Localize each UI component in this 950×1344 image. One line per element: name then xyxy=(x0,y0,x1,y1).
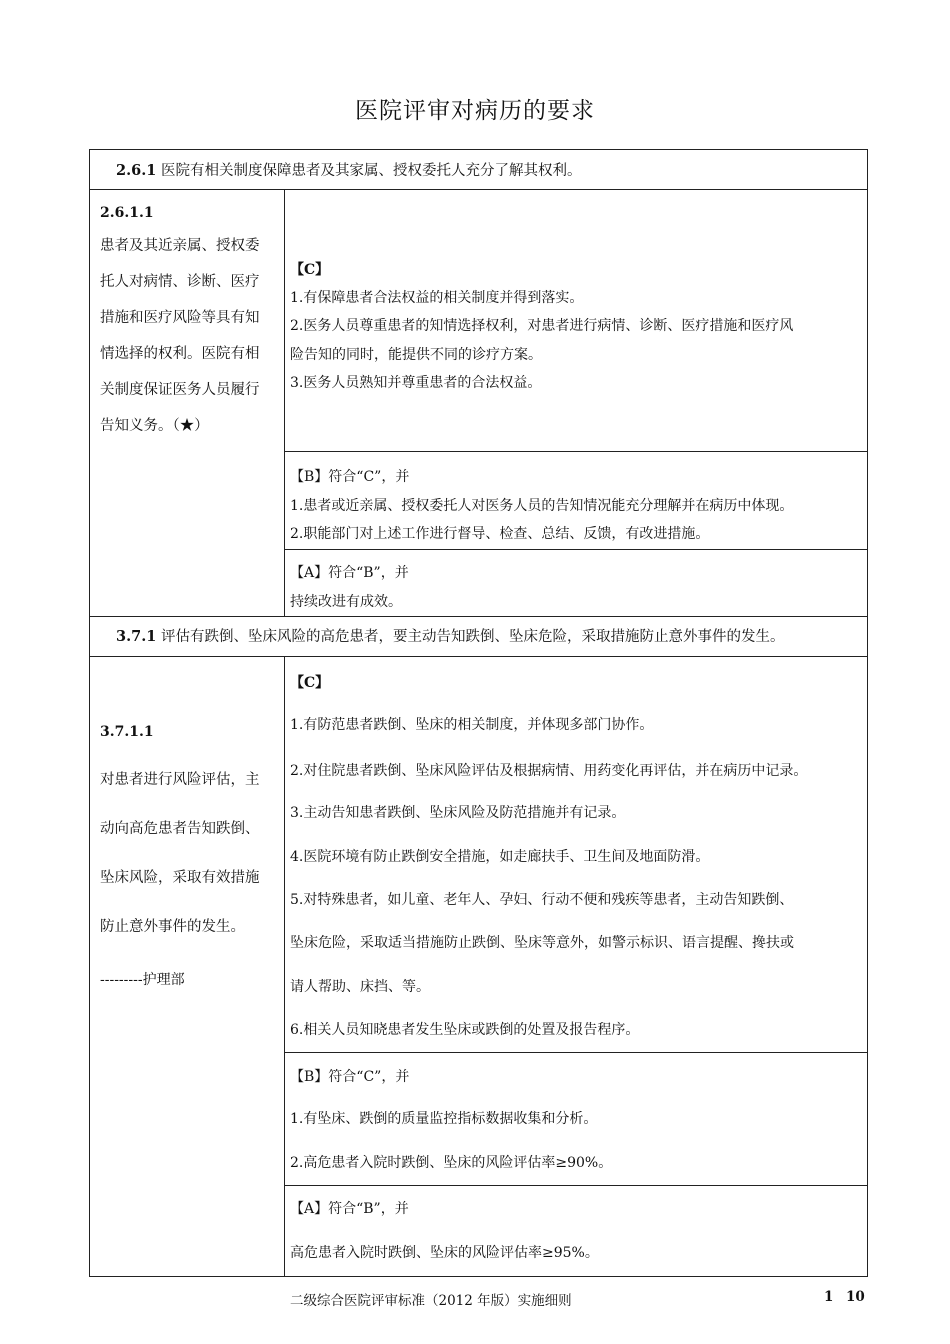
grade-b-label: 【B】符合“C”，并 xyxy=(290,469,410,485)
divider xyxy=(284,189,285,616)
item-line: 防止意外事件的发生。 xyxy=(100,919,245,935)
item-description xyxy=(100,228,260,444)
section-id: 3.7.1 xyxy=(116,628,157,645)
page-number: 1 xyxy=(824,1289,834,1305)
divider xyxy=(284,451,868,452)
divider xyxy=(89,189,868,190)
grade-a-line: 高危患者入院时跌倒、坠床的风险评估率≥95%。 xyxy=(290,1245,599,1261)
item-line: 措施和医疗风险等具有知 xyxy=(100,310,260,326)
item-line: 情选择的权利。医院有相 xyxy=(100,346,260,362)
grade-b-line: 2.高危患者入院时跌倒、坠床的风险评估率≥90%。 xyxy=(290,1155,613,1171)
grade-a-label: 【A】符合“B”，并 xyxy=(290,1201,409,1217)
item-line: 坠床风险，采取有效措施 xyxy=(100,870,260,886)
divider xyxy=(284,656,285,1277)
grade-b-line: 1.有坠床、跌倒的质量监控指标数据收集和分析。 xyxy=(290,1111,598,1127)
page-title: 医院评审对病历的要求 xyxy=(355,98,595,124)
item-line: 对患者进行风险评估，主 xyxy=(100,772,260,788)
grade-c-line: 坠床危险，采取适当措施防止跌倒、坠床等意外，如警示标识、语言提醒、搀扶或 xyxy=(290,935,794,951)
divider xyxy=(284,1185,868,1186)
item-id: 2.6.1.1 xyxy=(100,205,154,221)
grade-a-line: 持续改进有成效。 xyxy=(290,594,402,610)
grade-a-label: 【A】符合“B”，并 xyxy=(290,565,409,581)
grade-c-line: 2.医务人员尊重患者的知情选择权利，对患者进行病情、诊断、医疗措施和医疗风 xyxy=(290,318,794,334)
grade-b-line: 2.职能部门对上述工作进行督导、检查、总结、反馈，有改进措施。 xyxy=(290,526,710,542)
item-line: 患者及其近亲属、授权委 xyxy=(100,238,260,254)
grade-c-label: 【C】 xyxy=(290,675,330,691)
grade-c-line: 4.医院环境有防止跌倒安全措施，如走廊扶手、卫生间及地面防滑。 xyxy=(290,849,710,865)
section-header xyxy=(116,627,784,647)
divider xyxy=(89,616,868,617)
divider xyxy=(89,656,868,657)
section-id: 2.6.1 xyxy=(116,162,157,179)
divider xyxy=(284,549,868,550)
item-line: 告知义务。（★） xyxy=(100,418,209,434)
grade-c-line: 3.主动告知患者跌倒、坠床风险及防范措施并有记录。 xyxy=(290,805,626,821)
grade-c-line: 1.有防范患者跌倒、坠床的相关制度，并体现多部门协作。 xyxy=(290,717,654,733)
item-description xyxy=(100,762,260,958)
grade-c-label: 【C】 xyxy=(290,262,330,278)
section-text: 评估有跌倒、坠床风险的高危患者，要主动告知跌倒、坠床危险，采取措施防止意外事件的发生。 xyxy=(160,629,785,645)
department-label: ---------护理部 xyxy=(100,972,185,988)
item-id: 3.7.1.1 xyxy=(100,724,154,740)
section-header xyxy=(116,161,581,181)
page-total: 10 xyxy=(846,1289,865,1305)
item-line: 关制度保证医务人员履行 xyxy=(100,382,260,398)
divider xyxy=(284,1052,868,1053)
footer-text: 二级综合医院评审标准（2012 年版）实施细则 xyxy=(290,1293,572,1309)
grade-b-line: 1.患者或近亲属、授权委托人对医务人员的告知情况能充分理解并在病历中体现。 xyxy=(290,498,794,514)
grade-c-line: 请人帮助、床挡、等。 xyxy=(290,979,430,995)
grade-c-line: 2.对住院患者跌倒、坠床风险评估及根据病情、用药变化再评估，并在病历中记录。 xyxy=(290,763,808,779)
grade-c-line: 险告知的同时，能提供不同的诊疗方案。 xyxy=(290,347,542,363)
grade-c-line: 6.相关人员知晓患者发生坠床或跌倒的处置及报告程序。 xyxy=(290,1022,640,1038)
grade-c-line: 3.医务人员熟知并尊重患者的合法权益。 xyxy=(290,375,542,391)
item-line: 托人对病情、诊断、医疗 xyxy=(100,274,260,290)
grade-c-line: 1.有保障患者合法权益的相关制度并得到落实。 xyxy=(290,290,584,306)
item-line: 动向高危患者告知跌倒、 xyxy=(100,821,260,837)
section-text: 医院有相关制度保障患者及其家属、授权委托人充分了解其权利。 xyxy=(160,163,582,179)
grade-c-line: 5.对特殊患者，如儿童、老年人、孕妇、行动不便和残疾等患者，主动告知跌倒、 xyxy=(290,892,794,908)
grade-b-label: 【B】符合“C”，并 xyxy=(290,1069,410,1085)
